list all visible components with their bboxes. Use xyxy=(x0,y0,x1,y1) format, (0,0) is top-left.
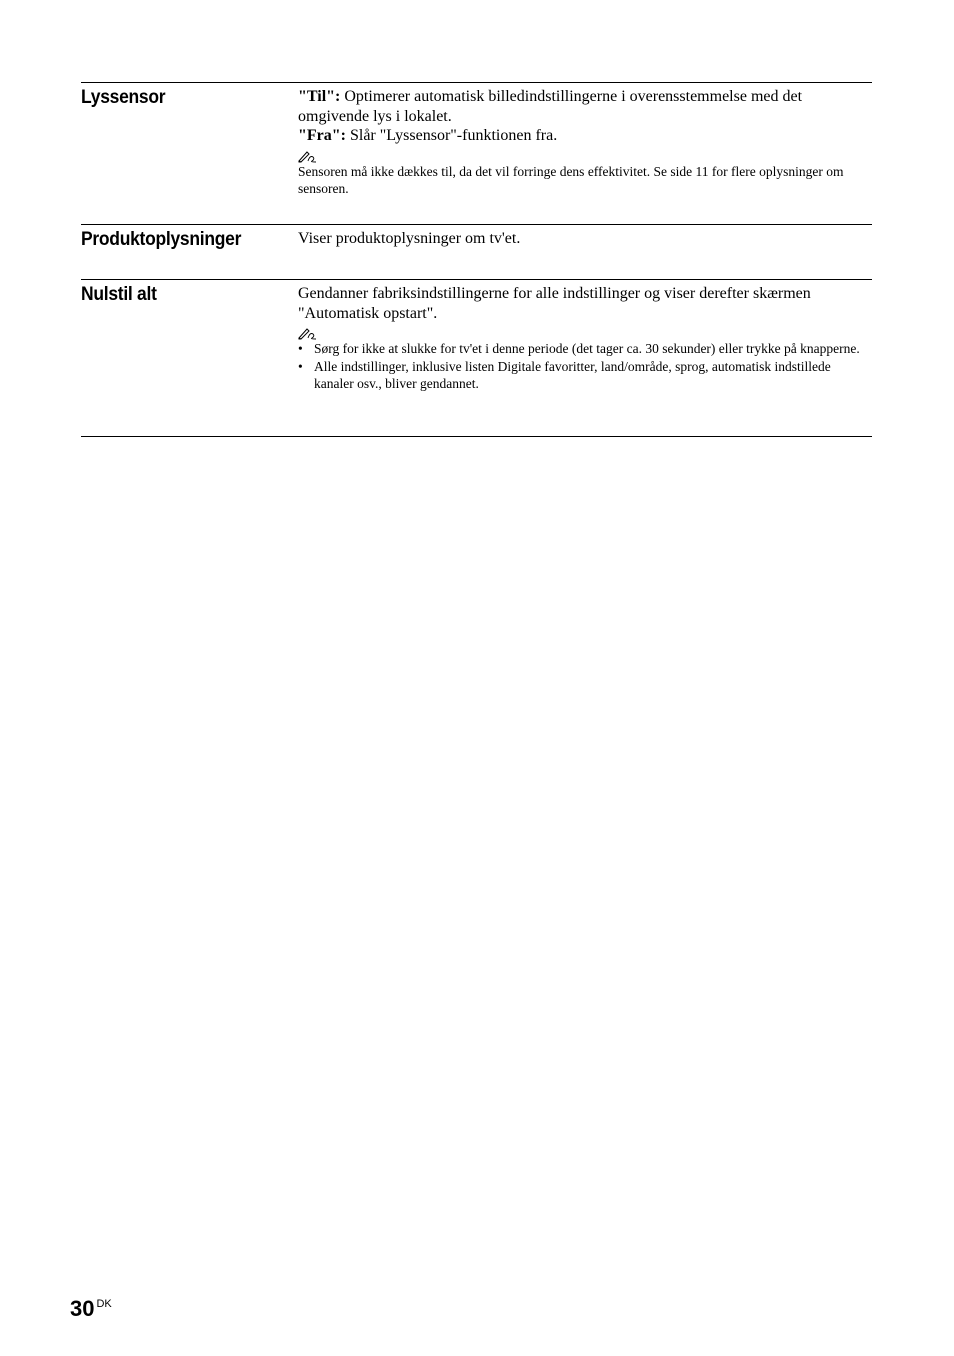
row-description xyxy=(298,83,872,198)
row-description xyxy=(298,280,872,393)
list-item: • Alle indstillinger, inklusive listen Digitale favoritter, land/område, sprog, automatisk indstillede kanaler osv., bliver gendannet. xyxy=(298,358,831,391)
option-til-text: Optimerer automatisk billedindstillingerne i overensstemmelse med det omgivende lys i lokalet. xyxy=(298,88,803,125)
option-fra xyxy=(298,126,872,146)
page-language-code: DK xyxy=(96,1298,112,1310)
description-text: Gendanner fabriksindstillingerne for alle indstillinger og viser derefter skærmen "Automatisk opstart". xyxy=(298,285,811,322)
table-row-lyssensor xyxy=(81,82,872,224)
row-description xyxy=(298,225,872,249)
row-label: Lyssensor xyxy=(81,87,166,108)
table-row-nulstil-alt xyxy=(81,279,872,437)
note-text: Sensoren må ikke dækkes til, da det vil forringe dens effektivitet. Se side 11 for flere oplysninger om sensoren. xyxy=(298,163,844,196)
bullet-icon: • xyxy=(298,341,303,356)
settings-table xyxy=(81,82,872,437)
table-row-produktoplysninger xyxy=(81,224,872,279)
option-fra-text: Slår "Lyssensor"-funktionen fra. xyxy=(345,127,558,144)
option-fra-label: "Fra": xyxy=(298,127,346,144)
row-label: Produktoplysninger xyxy=(81,229,242,250)
option-til-label: "Til": xyxy=(298,88,341,105)
page-number xyxy=(70,1296,112,1322)
row-label: Nulstil alt xyxy=(81,284,157,305)
note-pencil-icon xyxy=(298,149,318,163)
bullet-icon: • xyxy=(298,358,303,374)
note-bullet-list xyxy=(298,340,872,393)
description-text: Viser produktoplysninger om tv'et. xyxy=(298,230,521,247)
list-item: • Sørg for ikke at slukke for tv'et i denne periode (det tager ca. 30 sekunder) eller trykke på knapperne. xyxy=(298,341,860,356)
page-number-value: 30 xyxy=(70,1296,95,1321)
note-pencil-icon xyxy=(298,326,318,340)
option-til xyxy=(298,87,872,126)
